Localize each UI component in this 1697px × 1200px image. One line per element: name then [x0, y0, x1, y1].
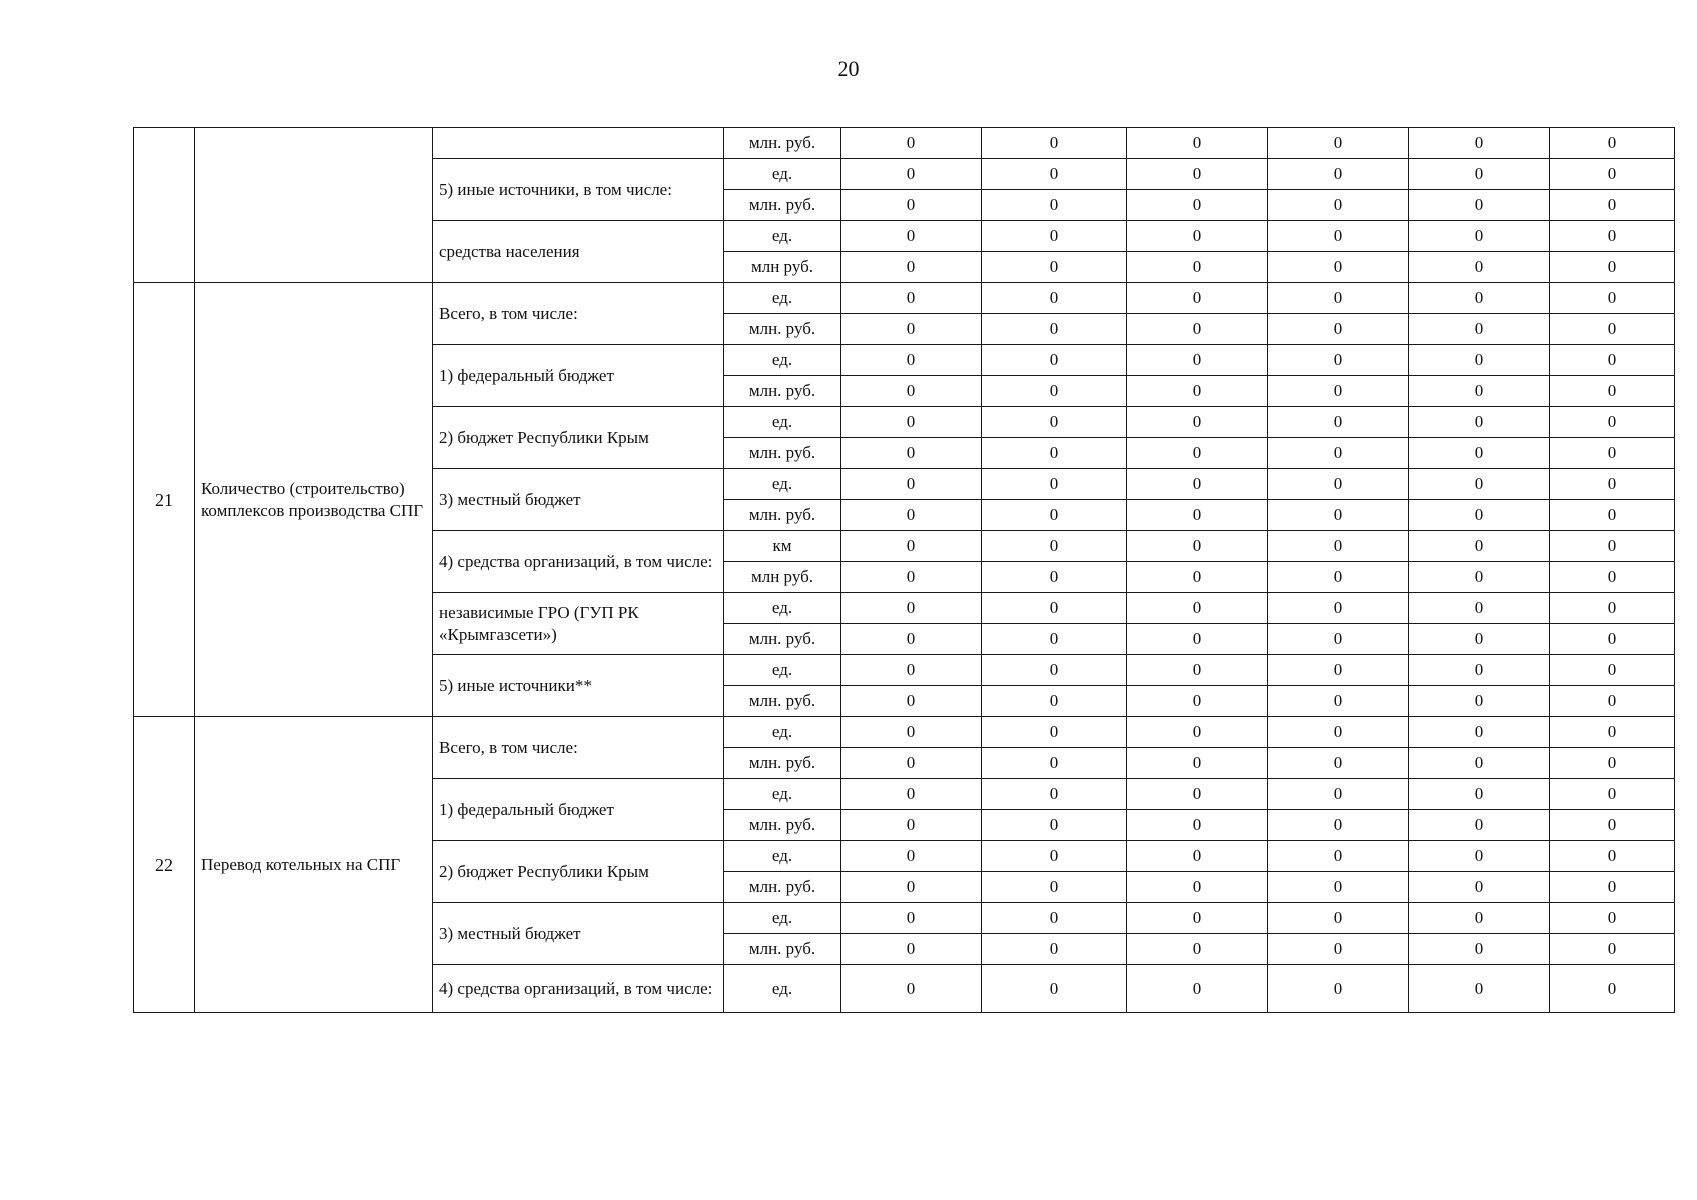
value-cell: 0 — [1409, 965, 1550, 1013]
value-cell: 0 — [1127, 686, 1268, 717]
value-cell: 0 — [1409, 934, 1550, 965]
table-body — [134, 128, 1675, 1013]
value-cell: 0 — [1127, 779, 1268, 810]
value-cell: 0 — [841, 159, 982, 190]
value-cell: 0 — [1127, 841, 1268, 872]
unit-cell: ед. — [724, 283, 841, 314]
value-cell: 0 — [841, 841, 982, 872]
value-cell: 0 — [1127, 376, 1268, 407]
value-cell: 0 — [982, 345, 1127, 376]
value-cell: 0 — [1268, 779, 1409, 810]
funding-source: 2) бюджет Республики Крым — [433, 407, 724, 469]
value-cell: 0 — [1268, 345, 1409, 376]
unit-cell: ед. — [724, 469, 841, 500]
item-name — [195, 128, 433, 283]
funding-source: независимые ГРО (ГУП РК «Крымгазсети») — [433, 593, 724, 655]
value-cell: 0 — [841, 376, 982, 407]
unit-cell: млн руб. — [724, 252, 841, 283]
funding-source — [433, 128, 724, 159]
value-cell: 0 — [841, 934, 982, 965]
value-cell: 0 — [1268, 934, 1409, 965]
unit-cell: млн. руб. — [724, 686, 841, 717]
value-cell: 0 — [982, 748, 1127, 779]
value-cell: 0 — [841, 624, 982, 655]
value-cell: 0 — [1550, 283, 1675, 314]
value-cell: 0 — [1268, 531, 1409, 562]
value-cell: 0 — [1550, 190, 1675, 221]
value-cell: 0 — [1268, 841, 1409, 872]
value-cell: 0 — [1268, 221, 1409, 252]
value-cell: 0 — [841, 965, 982, 1013]
value-cell: 0 — [841, 314, 982, 345]
value-cell: 0 — [1127, 314, 1268, 345]
value-cell: 0 — [1268, 686, 1409, 717]
value-cell: 0 — [1550, 686, 1675, 717]
value-cell: 0 — [1127, 748, 1268, 779]
value-cell: 0 — [1127, 159, 1268, 190]
value-cell: 0 — [841, 128, 982, 159]
unit-cell: млн. руб. — [724, 810, 841, 841]
value-cell: 0 — [1268, 562, 1409, 593]
value-cell: 0 — [1550, 779, 1675, 810]
value-cell: 0 — [1127, 872, 1268, 903]
value-cell: 0 — [1550, 500, 1675, 531]
funding-source: 2) бюджет Республики Крым — [433, 841, 724, 903]
value-cell: 0 — [1268, 903, 1409, 934]
value-cell: 0 — [1550, 841, 1675, 872]
value-cell: 0 — [1409, 128, 1550, 159]
value-cell: 0 — [982, 655, 1127, 686]
value-cell: 0 — [1268, 407, 1409, 438]
value-cell: 0 — [1268, 190, 1409, 221]
item-number — [134, 128, 195, 283]
value-cell: 0 — [1127, 531, 1268, 562]
value-cell: 0 — [1409, 314, 1550, 345]
unit-cell: млн. руб. — [724, 438, 841, 469]
value-cell: 0 — [982, 407, 1127, 438]
value-cell: 0 — [841, 717, 982, 748]
unit-cell: млн. руб. — [724, 190, 841, 221]
table-row — [134, 717, 1675, 748]
value-cell: 0 — [1268, 376, 1409, 407]
value-cell: 0 — [1550, 655, 1675, 686]
funding-source: 4) средства организаций, в том числе: — [433, 965, 724, 1013]
value-cell: 0 — [1268, 624, 1409, 655]
value-cell: 0 — [982, 190, 1127, 221]
value-cell: 0 — [1268, 314, 1409, 345]
funding-source: 3) местный бюджет — [433, 469, 724, 531]
value-cell: 0 — [1409, 748, 1550, 779]
unit-cell: ед. — [724, 841, 841, 872]
value-cell: 0 — [1409, 190, 1550, 221]
value-cell: 0 — [1127, 345, 1268, 376]
value-cell: 0 — [1409, 903, 1550, 934]
value-cell: 0 — [982, 531, 1127, 562]
value-cell: 0 — [1268, 159, 1409, 190]
page-number: 20 — [837, 56, 860, 81]
value-cell: 0 — [1550, 221, 1675, 252]
value-cell: 0 — [1409, 810, 1550, 841]
unit-cell: ед. — [724, 965, 841, 1013]
value-cell: 0 — [1268, 438, 1409, 469]
value-cell: 0 — [1550, 314, 1675, 345]
value-cell: 0 — [841, 748, 982, 779]
value-cell: 0 — [841, 593, 982, 624]
value-cell: 0 — [841, 407, 982, 438]
value-cell: 0 — [1127, 190, 1268, 221]
value-cell: 0 — [982, 376, 1127, 407]
value-cell: 0 — [982, 624, 1127, 655]
value-cell: 0 — [1127, 593, 1268, 624]
funding-source: 5) иные источники, в том числе: — [433, 159, 724, 221]
unit-cell: ед. — [724, 717, 841, 748]
item-name: Количество (строительство) комплексов производства СПГ — [195, 283, 433, 717]
value-cell: 0 — [982, 159, 1127, 190]
unit-cell: млн. руб. — [724, 376, 841, 407]
value-cell: 0 — [1409, 469, 1550, 500]
value-cell: 0 — [1268, 965, 1409, 1013]
value-cell: 0 — [1409, 283, 1550, 314]
value-cell: 0 — [982, 283, 1127, 314]
value-cell: 0 — [1550, 934, 1675, 965]
value-cell: 0 — [1550, 593, 1675, 624]
value-cell: 0 — [841, 345, 982, 376]
value-cell: 0 — [982, 562, 1127, 593]
value-cell: 0 — [1127, 562, 1268, 593]
value-cell: 0 — [841, 469, 982, 500]
value-cell: 0 — [1550, 531, 1675, 562]
value-cell: 0 — [982, 593, 1127, 624]
value-cell: 0 — [1550, 903, 1675, 934]
unit-cell: ед. — [724, 345, 841, 376]
value-cell: 0 — [982, 779, 1127, 810]
value-cell: 0 — [1550, 965, 1675, 1013]
value-cell: 0 — [982, 128, 1127, 159]
value-cell: 0 — [841, 872, 982, 903]
unit-cell: млн. руб. — [724, 314, 841, 345]
unit-cell: млн руб. — [724, 562, 841, 593]
unit-cell: ед. — [724, 593, 841, 624]
value-cell: 0 — [1127, 655, 1268, 686]
value-cell: 0 — [1409, 438, 1550, 469]
value-cell: 0 — [1550, 376, 1675, 407]
value-cell: 0 — [1127, 500, 1268, 531]
value-cell: 0 — [1550, 872, 1675, 903]
value-cell: 0 — [1127, 717, 1268, 748]
value-cell: 0 — [1409, 500, 1550, 531]
funding-source: 1) федеральный бюджет — [433, 345, 724, 407]
value-cell: 0 — [1409, 593, 1550, 624]
value-cell: 0 — [1127, 252, 1268, 283]
value-cell: 0 — [982, 934, 1127, 965]
unit-cell: млн. руб. — [724, 128, 841, 159]
value-cell: 0 — [982, 500, 1127, 531]
value-cell: 0 — [1409, 531, 1550, 562]
value-cell: 0 — [1127, 438, 1268, 469]
value-cell: 0 — [841, 779, 982, 810]
value-cell: 0 — [841, 686, 982, 717]
value-cell: 0 — [982, 469, 1127, 500]
value-cell: 0 — [1550, 624, 1675, 655]
unit-cell: млн. руб. — [724, 934, 841, 965]
unit-cell: км — [724, 531, 841, 562]
funding-source: 4) средства организаций, в том числе: — [433, 531, 724, 593]
value-cell: 0 — [841, 810, 982, 841]
unit-cell: млн. руб. — [724, 500, 841, 531]
value-cell: 0 — [1409, 376, 1550, 407]
value-cell: 0 — [1550, 252, 1675, 283]
value-cell: 0 — [1127, 934, 1268, 965]
unit-cell: ед. — [724, 779, 841, 810]
value-cell: 0 — [1409, 872, 1550, 903]
value-cell: 0 — [1409, 686, 1550, 717]
value-cell: 0 — [982, 314, 1127, 345]
financing-table — [133, 127, 1675, 1013]
item-number: 22 — [134, 717, 195, 1013]
value-cell: 0 — [1550, 159, 1675, 190]
value-cell: 0 — [1550, 128, 1675, 159]
value-cell: 0 — [1127, 624, 1268, 655]
value-cell: 0 — [982, 841, 1127, 872]
value-cell: 0 — [1127, 810, 1268, 841]
value-cell: 0 — [1268, 872, 1409, 903]
value-cell: 0 — [1268, 593, 1409, 624]
funding-source: Всего, в том числе: — [433, 717, 724, 779]
value-cell: 0 — [1409, 717, 1550, 748]
value-cell: 0 — [1550, 717, 1675, 748]
value-cell: 0 — [1409, 407, 1550, 438]
unit-cell: ед. — [724, 407, 841, 438]
value-cell: 0 — [1550, 407, 1675, 438]
funding-source: 1) федеральный бюджет — [433, 779, 724, 841]
value-cell: 0 — [982, 686, 1127, 717]
value-cell: 0 — [1550, 562, 1675, 593]
value-cell: 0 — [1409, 779, 1550, 810]
value-cell: 0 — [1550, 748, 1675, 779]
value-cell: 0 — [1127, 221, 1268, 252]
value-cell: 0 — [982, 810, 1127, 841]
value-cell: 0 — [841, 500, 982, 531]
value-cell: 0 — [841, 221, 982, 252]
value-cell: 0 — [982, 903, 1127, 934]
unit-cell: ед. — [724, 221, 841, 252]
value-cell: 0 — [841, 903, 982, 934]
value-cell: 0 — [982, 872, 1127, 903]
value-cell: 0 — [841, 190, 982, 221]
value-cell: 0 — [1127, 128, 1268, 159]
value-cell: 0 — [1550, 345, 1675, 376]
value-cell: 0 — [1409, 562, 1550, 593]
value-cell: 0 — [1268, 810, 1409, 841]
value-cell: 0 — [1127, 407, 1268, 438]
value-cell: 0 — [841, 562, 982, 593]
unit-cell: млн. руб. — [724, 872, 841, 903]
value-cell: 0 — [1268, 748, 1409, 779]
funding-source: 5) иные источники** — [433, 655, 724, 717]
value-cell: 0 — [1550, 810, 1675, 841]
value-cell: 0 — [841, 438, 982, 469]
value-cell: 0 — [1127, 283, 1268, 314]
value-cell: 0 — [1127, 903, 1268, 934]
value-cell: 0 — [982, 965, 1127, 1013]
funding-source: Всего, в том числе: — [433, 283, 724, 345]
table-row — [134, 128, 1675, 159]
value-cell: 0 — [1268, 500, 1409, 531]
table-row — [134, 283, 1675, 314]
value-cell: 0 — [1409, 252, 1550, 283]
value-cell: 0 — [1409, 159, 1550, 190]
funding-source: 3) местный бюджет — [433, 903, 724, 965]
value-cell: 0 — [841, 531, 982, 562]
item-name: Перевод котельных на СПГ — [195, 717, 433, 1013]
unit-cell: ед. — [724, 655, 841, 686]
value-cell: 0 — [1268, 469, 1409, 500]
value-cell: 0 — [1268, 252, 1409, 283]
item-number: 21 — [134, 283, 195, 717]
value-cell: 0 — [1409, 841, 1550, 872]
unit-cell: ед. — [724, 903, 841, 934]
value-cell: 0 — [1409, 655, 1550, 686]
unit-cell: млн. руб. — [724, 624, 841, 655]
value-cell: 0 — [982, 717, 1127, 748]
value-cell: 0 — [982, 438, 1127, 469]
unit-cell: ед. — [724, 159, 841, 190]
value-cell: 0 — [1127, 965, 1268, 1013]
value-cell: 0 — [841, 655, 982, 686]
value-cell: 0 — [1268, 655, 1409, 686]
value-cell: 0 — [1268, 283, 1409, 314]
value-cell: 0 — [982, 221, 1127, 252]
funding-source: средства населения — [433, 221, 724, 283]
value-cell: 0 — [841, 283, 982, 314]
value-cell: 0 — [841, 252, 982, 283]
value-cell: 0 — [1268, 717, 1409, 748]
value-cell: 0 — [1409, 624, 1550, 655]
value-cell: 0 — [982, 252, 1127, 283]
value-cell: 0 — [1550, 438, 1675, 469]
unit-cell: млн. руб. — [724, 748, 841, 779]
value-cell: 0 — [1127, 469, 1268, 500]
value-cell: 0 — [1550, 469, 1675, 500]
value-cell: 0 — [1409, 221, 1550, 252]
value-cell: 0 — [1268, 128, 1409, 159]
value-cell: 0 — [1409, 345, 1550, 376]
